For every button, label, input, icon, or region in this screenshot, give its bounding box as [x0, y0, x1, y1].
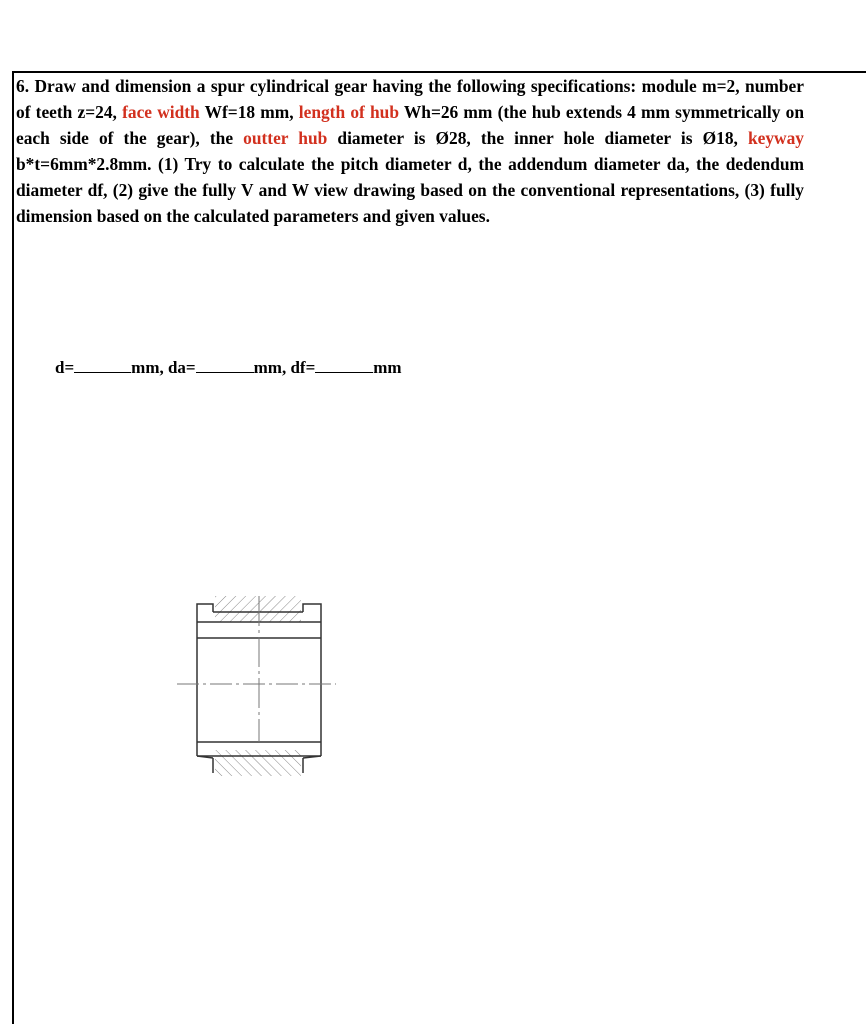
problem-text-2: Wf=18 mm,: [199, 101, 299, 122]
pitch-diameter-label: d=: [55, 358, 75, 377]
dedendum-label: mm, df=: [253, 358, 316, 377]
hub-top-hatch: [215, 596, 301, 622]
face-width-label: face width: [122, 101, 200, 122]
hub-bottom-hatch: [215, 750, 301, 776]
unit-mm: mm: [373, 358, 402, 377]
outter-hub-label: outter hub: [243, 127, 328, 148]
problem-text-1: Draw and dimension a spur cylindrical gear having the following specifications: module m=2, number of teeth z=24,: [16, 76, 804, 122]
problem-text-3: Wh=26 mm (the hub extends 4 mm symmetrically on each side of the gear), the: [16, 101, 804, 148]
addendum-label: mm, da=: [131, 358, 196, 377]
length-of-hub-label: length of hub: [298, 101, 400, 122]
problem-text-4: diameter is Ø28, the inner hole diameter is Ø18,: [327, 127, 748, 148]
keyway-label: keyway: [747, 127, 805, 148]
problem-text-5: b*t=6mm*2.8mm. (1) Try to calculate the pitch diameter d, the addendum diameter da, the dedendum diameter df, (2) give the fully V and W view drawing based on the conventional representations, (3) fully dimension based on the calculated parameters and given values.: [16, 153, 804, 226]
problem-number: 6.: [16, 76, 30, 96]
